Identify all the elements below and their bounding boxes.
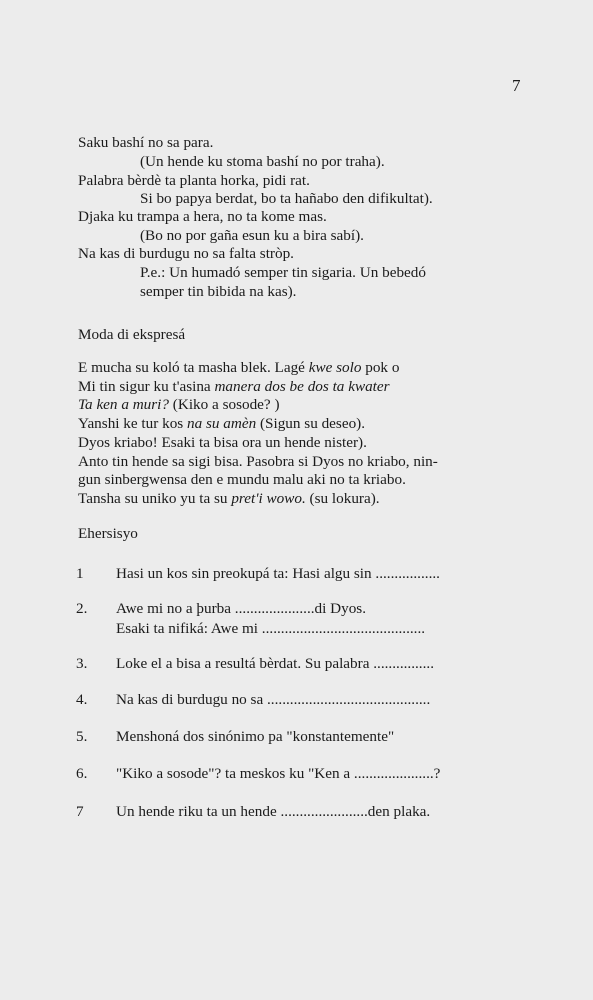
exercise-text: Hasi un kos sin preokupá ta: Hasi algu sin .................: [116, 565, 440, 582]
exercise-number: 7: [76, 803, 84, 820]
exercise-text: Awe mi no a þurba .....................di Dyos.: [116, 600, 367, 617]
expression-line: Ta ken a muri? (Kiko a sosode? ): [78, 396, 280, 413]
expression-line: gun sinbergwensa den e mundu malu aki no ta kriabo.: [78, 471, 406, 488]
exercise-text: "Kiko a sosode"? ta meskos ku "Ken a .....................?: [116, 765, 441, 782]
expression-line: Dyos kriabo! Esaki ta bisa ora un hende nister).: [78, 434, 367, 451]
proverb-line: Si bo papya berdat, bo ta hañabo den difikultat).: [140, 190, 433, 207]
exercise-number: 2.: [76, 600, 88, 617]
page-number: 7: [512, 76, 521, 95]
proverb-line: Djaka ku trampa a hera, no ta kome mas.: [78, 208, 327, 225]
proverb-line: Saku bashí no sa para.: [78, 134, 214, 151]
exercise-text: Esaki ta nifiká: Awe mi ...........................................: [116, 620, 426, 637]
exercise-text: Na kas di burdugu no sa ...........................................: [116, 691, 431, 708]
proverb-line: semper tin bibida na kas).: [140, 283, 297, 300]
exercise-number: 1: [76, 565, 84, 582]
proverb-line: P.e.: Un humadó semper tin sigaria. Un bebedó: [140, 264, 426, 281]
exercise-number: 4.: [76, 691, 88, 708]
exercise-number: 5.: [76, 728, 88, 745]
proverb-line: Na kas di burdugu no sa falta stròp.: [78, 245, 294, 262]
exercise-number: 6.: [76, 765, 88, 782]
section-heading: Moda di ekspresá: [78, 326, 186, 343]
exercise-text: Loke el a bisa a resultá bèrdat. Su palabra ................: [116, 655, 434, 672]
section-heading: Ehersisyo: [78, 525, 138, 542]
expression-line: E mucha su koló ta masha blek. Lagé kwe solo pok o: [78, 359, 400, 376]
proverb-line: Palabra bèrdè ta planta horka, pidi rat.: [78, 172, 310, 189]
proverb-line: (Bo no por gaña esun ku a bira sabí).: [140, 227, 364, 244]
expression-line: Mi tin sigur ku t'asina manera dos be dos ta kwater: [78, 378, 390, 395]
proverb-line: (Un hende ku stoma bashí no por traha).: [140, 153, 385, 170]
exercise-number: 3.: [76, 655, 88, 672]
exercise-text: Un hende riku ta un hende .......................den plaka.: [116, 803, 431, 820]
exercise-text: Menshoná dos sinónimo pa "konstantemente": [116, 728, 395, 745]
expression-line: Tansha su uniko yu ta su pret'i wowo. (su lokura).: [78, 490, 380, 507]
expression-line: Anto tin hende sa sigi bisa. Pasobra si Dyos no kriabo, nin-: [78, 453, 438, 470]
expression-line: Yanshi ke tur kos na su amèn (Sigun su deseo).: [78, 415, 366, 432]
